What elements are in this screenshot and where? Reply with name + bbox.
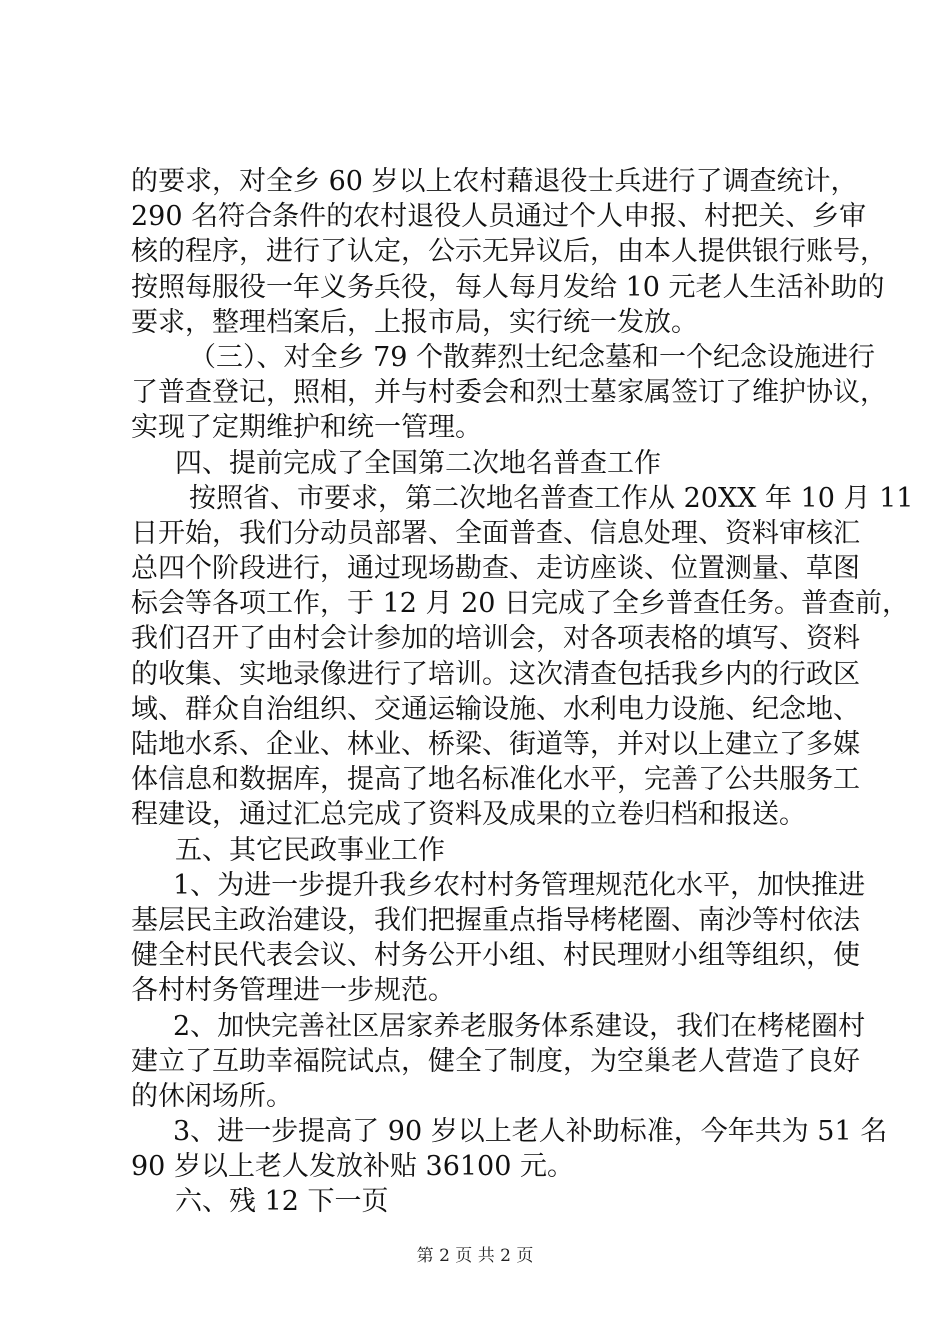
text-line: 按照每服役一年义务兵役，每人每月发给 10 元老人生活补助的 <box>131 271 885 303</box>
paragraph-start-line: 1、为进一步提升我乡农村村务管理规范化水平，加快推进 <box>173 869 866 901</box>
paragraph-start-line: 3、进一步提高了 90 岁以上老人补助标准，今年共为 51 名 <box>173 1116 888 1148</box>
text-line: 的要求，对全乡 60 岁以上农村藉退役士兵进行了调查统计， <box>131 166 858 197</box>
page-number-footer: 第 2 页 共 2 页 <box>416 1246 534 1266</box>
text-line: 建立了互助幸福院试点，健全了制度，为空巢老人营造了良好 <box>131 1045 860 1077</box>
text-line: 基层民主政治建设，我们把握重点指导栲栳圈、南沙等村依法 <box>131 904 860 936</box>
text-line: 标会等各项工作，于 12 月 20 日完成了全乡普查任务。普查前， <box>131 588 910 620</box>
paragraph-start-line: （三）、对全乡 79 个散葬烈士纪念墓和一个纪念设施进行 <box>189 341 876 373</box>
text-line: 90 岁以上老人发放补贴 36100 元。 <box>131 1151 574 1183</box>
paragraph-start-line: 2、加快完善社区居家养老服务体系建设，我们在栲栳圈村 <box>173 1010 866 1042</box>
text-line: 体信息和数据库，提高了地名标准化水平，完善了公共服务工 <box>131 764 860 796</box>
text-line: 陆地水系、企业、林业、桥梁、街道等，并对以上建立了多媒 <box>131 729 860 760</box>
text-line: 核的程序，进行了认定，公示无异议后，由本人提供银行账号， <box>131 236 887 268</box>
text-line: 域、群众自治组织、交通运输设施、水利电力设施、纪念地、 <box>131 693 860 725</box>
section-heading: 四、提前完成了全国第二次地名普查工作 <box>175 447 661 479</box>
section-heading: 五、其它民政事业工作 <box>175 834 445 866</box>
text-line: 的收集、实地录像进行了培训。这次清查包括我乡内的行政区 <box>131 658 860 690</box>
text-line: 290 名符合条件的农村退役人员通过个人申报、村把关、乡审 <box>131 201 867 233</box>
text-line: 我们召开了由村会计参加的培训会，对各项表格的填写、资料 <box>131 623 860 655</box>
text-line: 的休闲场所。 <box>131 1080 293 1112</box>
text-line: 要求，整理档案后，上报市局，实行统一发放。 <box>131 306 698 338</box>
text-line: 实现了定期维护和统一管理。 <box>131 412 482 444</box>
text-line: 各村村务管理进一步规范。 <box>131 975 455 1007</box>
text-line: 程建设，通过汇总完成了资料及成果的立卷归档和报送。 <box>131 799 806 831</box>
text-line: 日开始，我们分动员部署、全面普查、信息处理、资料审核汇 <box>131 517 860 549</box>
text-line: 了普查登记，照相，并与村委会和烈士墓家属签订了维护协议， <box>131 377 887 409</box>
document-body <box>131 164 914 1220</box>
paragraph-start-line: 按照省、市要求，第二次地名普查工作从 20XX 年 10 月 11 <box>189 482 914 514</box>
section-heading: 六、残 12 下一页 <box>175 1186 389 1218</box>
text-line: 总四个阶段进行，通过现场勘查、走访座谈、位置测量、草图 <box>131 553 860 585</box>
text-line: 健全村民代表会议、村务公开小组、村民理财小组等组织，使 <box>131 940 860 972</box>
